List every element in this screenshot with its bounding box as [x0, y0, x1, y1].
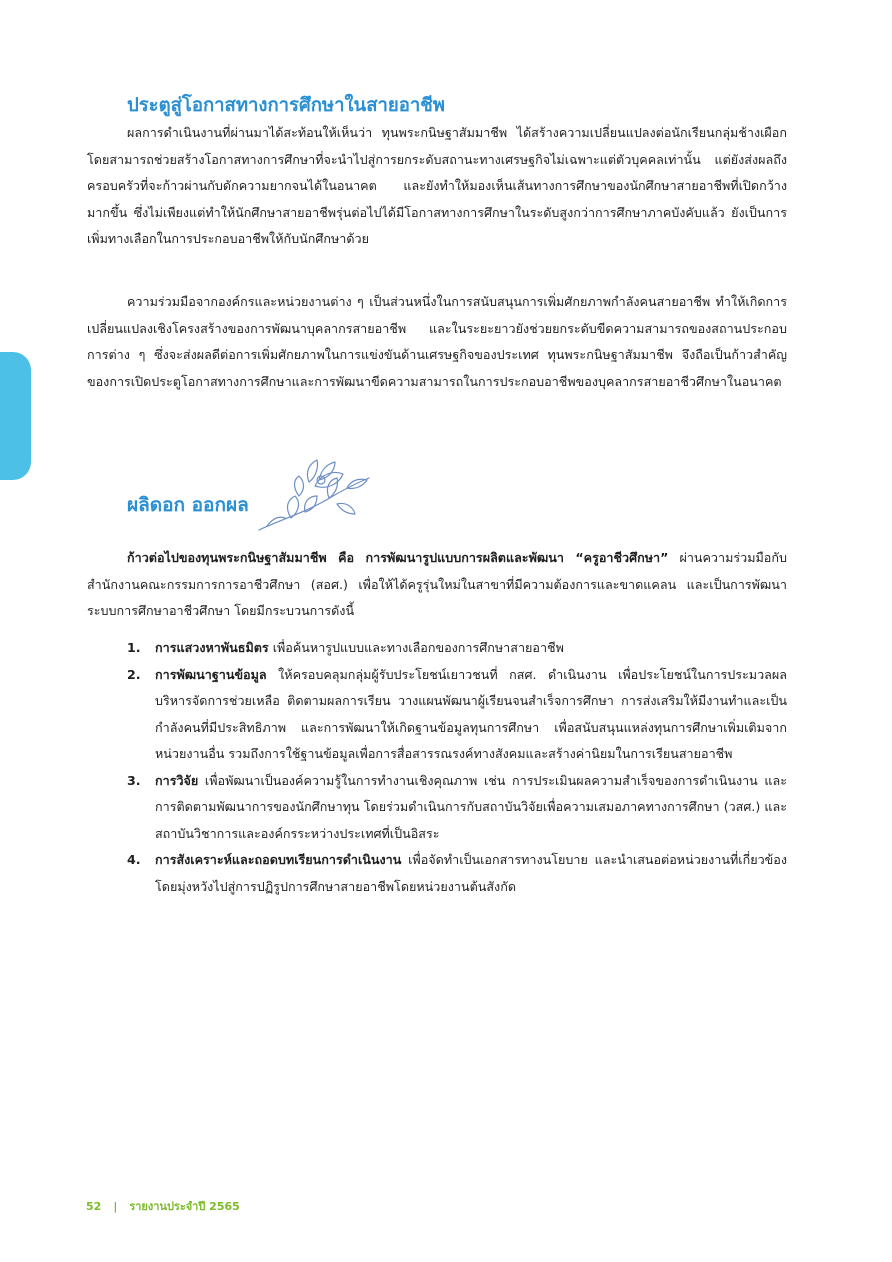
step-number: 2. — [127, 666, 141, 682]
list-item — [127, 847, 787, 900]
list-item — [127, 635, 787, 662]
section-heading-pathway: ประตูสู่โอกาสทางการศึกษาในสายอาชีพ — [127, 95, 445, 116]
step-text: เพื่อพัฒนาเป็นองค์ความรู้ในการทำงานเชิงคุณภาพ เช่น การประเมินผลความสำเร็จของการดำเนินงาน และการติดตามพัฒนาการของนักศึกษาทุน โดยร่วมดำเนินการกับสถาบันวิจัยเพื่อความเสมอภาคทางการศึกษา (วสศ.) และสถาบันวิชาการและองค์กรระหว่างประเทศที่เป็นอิสระ — [155, 772, 787, 841]
step-title: การพัฒนาฐานข้อมูล — [155, 666, 267, 682]
step-text: เพื่อจัดทำเป็นเอกสารทางนโยบาย และนำเสนอต่อหน่วยงานที่เกี่ยวข้อง โดยมุ่งหวังไปสู่การปฏิรูปการศึกษาสายอาชีพโดยหน่วยงานต้นสังกัด — [155, 852, 787, 894]
step-title: การวิจัย — [155, 772, 199, 788]
list-item — [127, 662, 787, 768]
page-footer — [86, 1197, 240, 1215]
step-text: เพื่อค้นหารูปแบบและทางเลือกของการศึกษาสายอาชีพ — [268, 640, 564, 655]
flower-illustration-icon — [255, 456, 373, 540]
side-tab-marker — [0, 352, 31, 480]
report-title: รายงานประจำปี 2565 — [129, 1200, 240, 1213]
paragraph-next-step — [87, 545, 787, 625]
footer-separator: | — [113, 1200, 118, 1213]
page-number: 52 — [86, 1200, 102, 1213]
step-title: การแสวงหาพันธมิตร — [155, 640, 269, 655]
step-number: 1. — [127, 640, 141, 655]
step-number: 4. — [127, 852, 141, 867]
intro-bold-text: ก้าวต่อไปของทุนพระกนิษฐาสัมมาชีพ คือ การพัฒนารูปแบบการผลิตและพัฒนา “ครูอาชีวศึกษา” — [127, 550, 669, 565]
paragraph-cooperation: ความร่วมมือจากองค์กรและหน่วยงานต่าง ๆ เป็นส่วนหนึ่งในการสนับสนุนการเพิ่มศักยภาพกำลังคนสายอาชีพ ทำให้เกิดการเปลี่ยนแปลงเชิงโครงสร้างของการพัฒนาบุคลากรสายอาชีพ และในระยะยาวยังช่วยยกระดับขีดความสามารถของสถานประกอบการต่าง ๆ ซึ่งจะส่งผลดีต่อการเพิ่มศักยภาพในการแข่งขันด้านเศรษฐกิจของประเทศ ทุนพระกนิษฐาสัมมาชีพ จึงถือเป็นก้าวสำคัญของการเปิดประตูโอกาสทางการศึกษาและการพัฒนาขีดความสามารถในการประกอบอาชีพของบุคลากรสายอาชีวศึกษาในอนาคต — [87, 294, 787, 389]
list-item — [127, 768, 787, 848]
process-steps-list — [127, 635, 787, 900]
step-text: ให้ครอบคลุมกลุ่มผู้รับประโยชน์เยาวชนที่ กสศ. ดำเนินงาน เพื่อประโยชน์ในการประมวลผล บริหารจัดการช่วยเหลือ ติดตามผลการเรียน วางแผนพัฒนาผู้เรียนจนสำเร็จการศึกษา การส่งเสริมให้มีงานทำและเป็นกำลังคนที่มีประสิทธิภาพ และการพัฒนาให้เกิดฐานข้อมูลทุนการศึกษา เพื่อสนับสนุนแหล่งทุนการศึกษาเพิ่มเติมจากหน่วยงานอื่น รวมถึงการใช้ฐานข้อมูลเพื่อการสื่อสารรณรงค์ทางสังคมและสร้างค่านิยมในการเรียนสายอาชีพ — [155, 666, 787, 761]
intro-text: ผ่านความร่วมมือกับสำนักงานคณะกรรมการการอาชีวศึกษา (สอศ.) เพื่อให้ได้ครูรุ่นใหม่ในสาขาที่มีความต้องการและขาดแคลน และเป็นการพัฒนาระบบการศึกษาอาชีวศึกษา โดยมีกระบวนการดังนี้ — [87, 550, 787, 618]
step-title: การสังเคราะห์และถอดบทเรียนการดำเนินงาน — [155, 852, 402, 867]
section-heading-blossom: ผลิดอก ออกผล — [127, 494, 249, 516]
paragraph-outcomes: ผลการดำเนินงานที่ผ่านมาได้สะท้อนให้เห็นว่า ทุนพระกนิษฐาสัมมาชีพ ได้สร้างความเปลี่ยนแปลงต่อนักเรียนกลุ่มช้างเผือก โดยสามารถช่วยสร้างโอกาสทางการศึกษาที่จะนำไปสู่การยกระดับสถานะทางเศรษฐกิจไม่เฉพาะแต่ตัวบุคคลเท่านั้น แต่ยังส่งผลถึงครอบครัวที่จะก้าวผ่านกับดักความยากจนได้ในอนาคต และยังทำให้มองเห็นเส้นทางการศึกษาของนักศึกษาสายอาชีพที่เปิดกว้างมากขึ้น ซึ่งไม่เพียงแต่ทำให้นักศึกษาสายอาชีพรุ่นต่อไปได้มีโอกาสทางการศึกษาในระดับสูงกว่าการศึกษาภาคบังคับแล้ว ยังเป็นการเพิ่มทางเลือกในการประกอบอาชีพให้กับนักศึกษาด้วย — [87, 125, 787, 246]
step-number: 3. — [127, 772, 141, 788]
